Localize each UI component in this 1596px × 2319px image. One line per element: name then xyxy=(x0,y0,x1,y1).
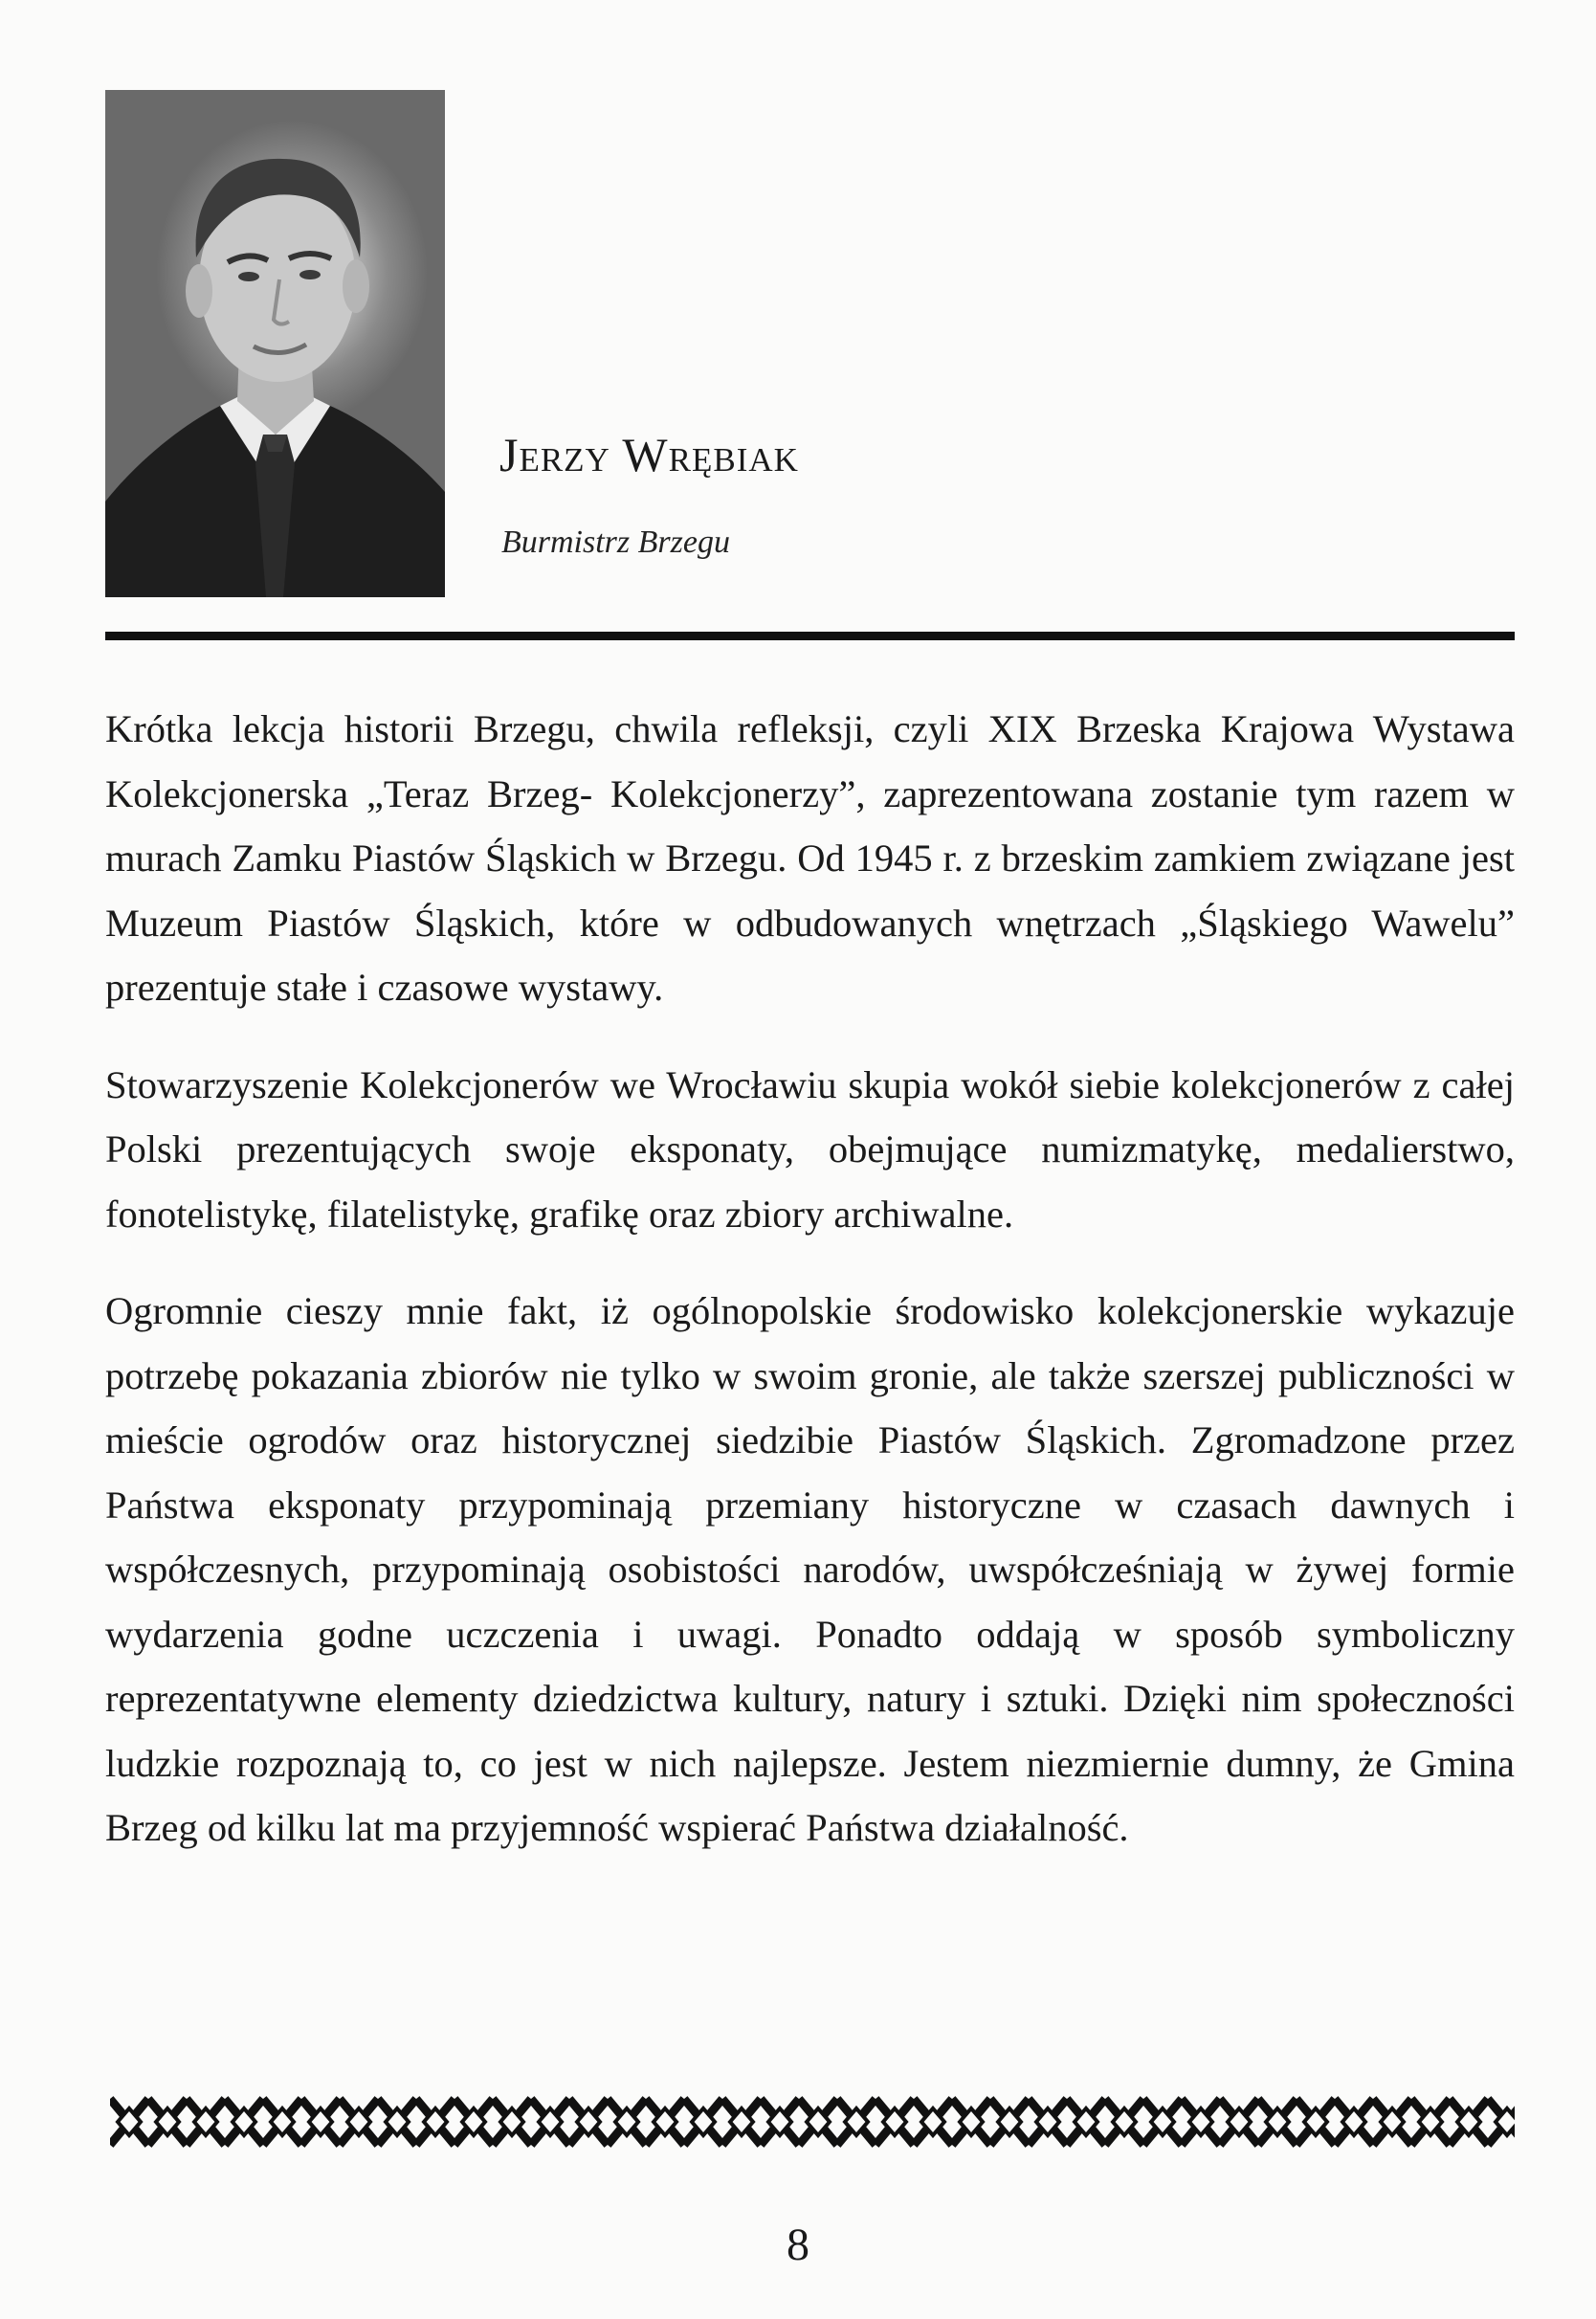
author-portrait-photo xyxy=(105,90,445,597)
paragraph-2: Stowarzyszenie Kolekcjonerów we Wrocławiu skupia wokół siebie kolekcjonerów z całej Polski prezentujących swoje eksponaty, obejmujące numizmatykę, medalierstwo, fonotelistykę, filatelistykę, grafikę oraz zbiory archiwalne. xyxy=(105,1062,1515,1236)
author-name: Jerzy Wrębiak xyxy=(499,428,799,481)
paragraph-1: Krótka lekcja historii Brzegu, chwila refleksji, czyli XIX Brzeska Krajowa Wystawa Kolekcjonerska „Teraz Brzeg- Kolekcjonerzy”, zaprezentowana zostanie tym razem w murach Zamku Piastów Śląskich w Brzegu. Od 1945 r. z brzeskim zamkiem związane jest Muzeum Piastów Śląskich, które w odbudowanych wnętrzach „Śląskiego Wawelu” prezentuje stałe i czasowe wystawy. xyxy=(105,707,1515,1009)
header-divider xyxy=(105,632,1515,640)
page-number: 8 xyxy=(787,2219,809,2270)
article-body xyxy=(105,697,1515,1893)
braid-ornament xyxy=(110,2091,1515,2152)
paragraph-3: Ogromnie cieszy mnie fakt, iż ogólnopolskie środowisko kolekcjonerskie wykazuje potrzebę pokazania zbiorów nie tylko w swoim gronie, ale także szerszej publiczności w mieście ogrodów oraz historycznej siedzibie Piastów Śląskich. Zgromadzone przez Państwa eksponaty przypominają przemiany historyczne w czasach dawnych i współczesnych, przypominają osobistości narodów, uwspółcześniają w żywej formie wydarzenia godne uczczenia i uwagi. Ponadto oddają w sposób symboliczny reprezentatywne elementy dziedzictwa kultury, natury i sztuki. Dzięki nim społeczności ludzkie rozpoznają to, co jest w nich najlepsze. Jestem niezmiernie dumny, że Gmina Brzeg od kilku lat ma przyjemność wspierać Państwa działalność. xyxy=(105,1289,1515,1849)
portrait-illustration xyxy=(105,90,445,597)
author-role: Burmistrz Brzegu xyxy=(501,524,730,560)
